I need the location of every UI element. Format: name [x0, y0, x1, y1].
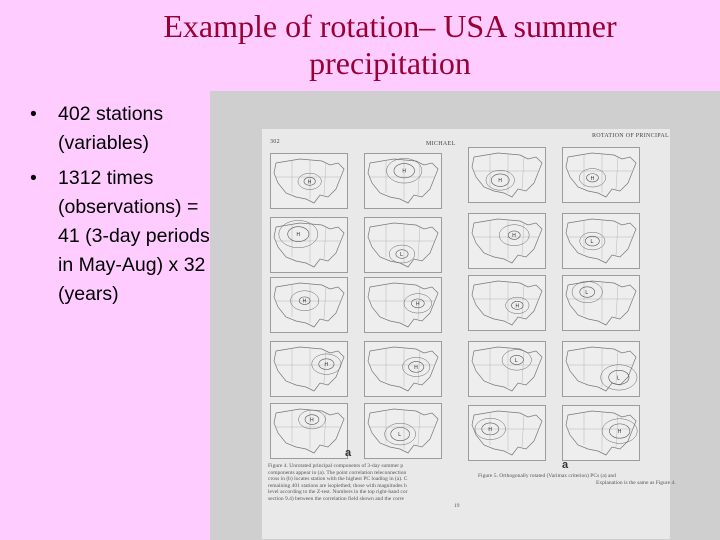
caption-line: level according to the Z-test. Numbers in the top right-hand cor: [268, 489, 408, 496]
bullet-item: [30, 100, 210, 158]
contour-map: [270, 153, 348, 209]
contour-map: [468, 275, 546, 331]
contour-map: [364, 403, 442, 459]
svg-text:H: H: [512, 233, 516, 240]
bullet-text: 402 stations (variables): [58, 103, 164, 154]
slide-title: [60, 8, 720, 82]
svg-text:L: L: [590, 239, 594, 246]
contour-map: [364, 153, 442, 209]
svg-text:H: H: [414, 364, 418, 371]
contour-map: [468, 405, 546, 461]
scanned-page-image: [210, 91, 720, 540]
contour-map: [270, 341, 348, 397]
svg-text:H: H: [324, 362, 329, 369]
bullet-item: [30, 164, 210, 309]
caption-line: components appear in (a). The point correlation teleconnection: [268, 469, 407, 476]
bullet-text: 1312 times (observations) = 41 (3-day periods in May-Aug) x 32 (years): [58, 167, 210, 305]
title-line-1: Example of rotation– USA summer: [163, 8, 617, 44]
svg-text:L: L: [616, 375, 620, 382]
scanned-sheet: [262, 129, 676, 539]
contour-map: [562, 341, 640, 397]
caption-line: 19: [454, 502, 460, 509]
svg-text:H: H: [415, 301, 420, 308]
svg-text:H: H: [498, 178, 503, 185]
svg-text:H: H: [302, 298, 307, 305]
contour-map: [468, 341, 546, 397]
title-line-2: precipitation: [309, 45, 471, 81]
scan-running-head: MICHAEL: [426, 141, 456, 147]
bullet-list: [30, 100, 210, 315]
caption-line: Figure 5. Orthogonally rotated (Varimax criterion) PCs (a) and: [478, 473, 616, 479]
svg-text:H: H: [307, 179, 312, 186]
contour-map: [468, 147, 546, 203]
contour-map: [364, 277, 442, 333]
svg-text:H: H: [617, 429, 622, 436]
caption-line: remaining 401 stations are isoplethed; those with magnitudes h: [268, 482, 407, 489]
contour-map: [562, 213, 640, 269]
caption-line: cross in (b) locates station with the highest PC loading in (a). C: [268, 476, 408, 483]
svg-text:H: H: [402, 168, 406, 175]
svg-text:H: H: [309, 417, 314, 424]
scan-page-number: 302: [270, 139, 280, 145]
svg-text:L: L: [399, 252, 403, 259]
svg-text:H: H: [296, 232, 301, 239]
contour-map: [364, 217, 442, 273]
svg-text:H: H: [515, 303, 520, 310]
panel-letter-right: a: [562, 459, 569, 471]
panel-letter-left: a: [345, 447, 352, 459]
svg-text:H: H: [488, 426, 493, 433]
scan-running-head-right: ROTATION OF PRINCIPAL: [592, 133, 669, 139]
svg-text:L: L: [398, 432, 401, 439]
caption-figure-5: [478, 473, 676, 486]
svg-text:H: H: [590, 175, 595, 182]
contour-map: [562, 405, 640, 461]
caption-line: Explanation is the same as Figure 4.: [596, 479, 676, 486]
contour-map: [562, 147, 640, 203]
caption-line: section 9.4) between the correlation field shown and the corre: [268, 495, 404, 502]
contour-map: [270, 403, 348, 459]
caption-figure-4: [268, 463, 468, 509]
contour-map: [468, 213, 546, 269]
contour-map: [364, 341, 442, 397]
contour-map: [562, 275, 640, 331]
caption-line: Figure 4. Unrotated principal components of 3-day summer p: [268, 463, 404, 469]
svg-text:L: L: [585, 290, 589, 297]
bullet-icon: •: [30, 103, 37, 125]
contour-map: [270, 217, 348, 273]
bullet-icon: •: [30, 167, 37, 189]
contour-map: [270, 277, 348, 333]
svg-text:L: L: [514, 357, 518, 364]
